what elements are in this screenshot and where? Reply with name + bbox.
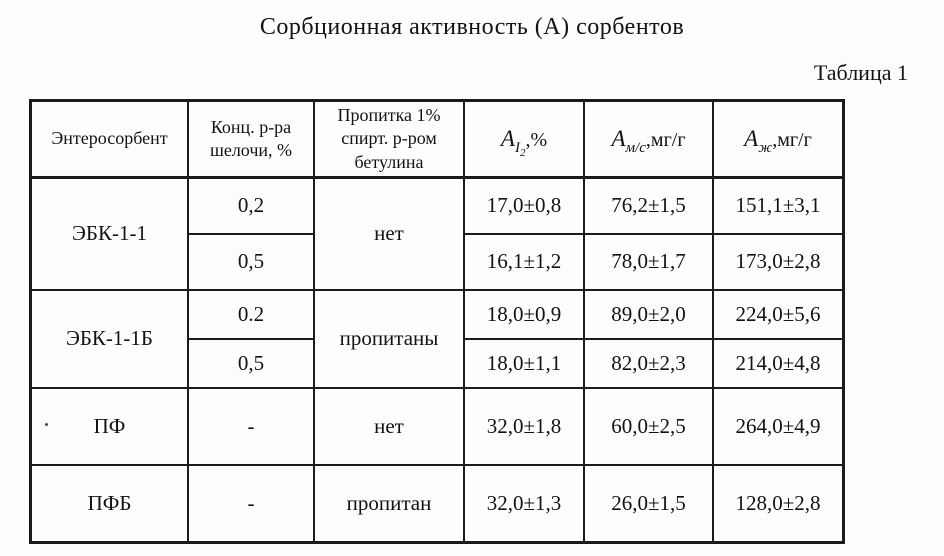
impregnation-cell: нет <box>314 178 464 290</box>
column-header-a-zh <box>713 101 843 178</box>
a-ms-value-cell: 60,0±2,5 <box>584 388 713 465</box>
column-header-concentration: Конц. р-ра шелочи, % <box>188 101 314 178</box>
a-zh-value-cell: 128,0±2,8 <box>713 465 843 542</box>
concentration-cell: 0,2 <box>188 178 314 234</box>
column-header-a-ms <box>584 101 713 178</box>
table-row <box>31 388 843 465</box>
sorbent-name-cell: ПФ <box>31 388 188 465</box>
a-zh-value-cell: 224,0±5,6 <box>713 290 843 339</box>
a-zh-value-cell: 264,0±4,9 <box>713 388 843 465</box>
concentration-cell: 0,5 <box>188 339 314 388</box>
a-i2-value-cell: 16,1±1,2 <box>464 234 584 290</box>
a-i2-value-cell: 32,0±1,3 <box>464 465 584 542</box>
sorbent-name-cell: ЭБК-1-1Б <box>31 290 188 388</box>
concentration-cell: - <box>188 388 314 465</box>
a-zh-unit: ,мг/г <box>772 129 812 152</box>
a-i2-symbol: A <box>500 126 515 152</box>
a-ms-value-cell: 26,0±1,5 <box>584 465 713 542</box>
impregnation-cell: нет <box>314 388 464 465</box>
a-ms-symbol: A <box>611 126 626 152</box>
a-ms-value-cell: 89,0±2,0 <box>584 290 713 339</box>
a-zh-value-cell: 214,0±4,8 <box>713 339 843 388</box>
sorbent-name-cell: ЭБК-1-1 <box>31 178 188 290</box>
a-ms-unit: ,мг/г <box>645 129 686 152</box>
a-ms-value-cell: 76,2±1,5 <box>584 178 713 234</box>
column-header-sorbent: Энтеросорбент <box>31 101 188 178</box>
a-zh-subscript: ж <box>758 140 773 157</box>
a-i2-value-cell: 17,0±0,8 <box>464 178 584 234</box>
a-i2-value-cell: 18,0±0,9 <box>464 290 584 339</box>
table-row <box>31 465 843 542</box>
page-title: Сорбционная активность (А) сорбентов <box>259 14 685 40</box>
column-header-a-i2 <box>464 101 584 178</box>
a-zh-value-cell: 173,0±2,8 <box>713 234 843 290</box>
table-row <box>31 178 843 234</box>
a-i2-subscript: I2 <box>514 140 526 160</box>
scan-artifact-dot <box>45 423 48 426</box>
a-i2-value-cell: 18,0±1,1 <box>464 339 584 388</box>
a-ms-subscript: м/с <box>625 140 646 157</box>
concentration-cell: 0.2 <box>188 290 314 339</box>
table-row <box>31 290 843 339</box>
sorbent-name-cell: ПФБ <box>31 465 188 542</box>
concentration-cell: - <box>188 465 314 542</box>
sorption-table <box>30 100 844 543</box>
a-zh-value-cell: 151,1±3,1 <box>713 178 843 234</box>
a-i2-value-cell: 32,0±1,8 <box>464 388 584 465</box>
a-zh-symbol: A <box>744 126 759 152</box>
table-caption: Таблица 1 <box>813 60 908 85</box>
a-ms-value-cell: 78,0±1,7 <box>584 234 713 290</box>
impregnation-cell: пропитан <box>314 465 464 542</box>
a-i2-unit: ,% <box>525 129 548 152</box>
impregnation-cell: пропитаны <box>314 290 464 388</box>
concentration-cell: 0,5 <box>188 234 314 290</box>
a-ms-value-cell: 82,0±2,3 <box>584 339 713 388</box>
header-row <box>31 101 843 178</box>
column-header-impregnation: Пропитка 1% спирт. р-ром бетулина <box>314 101 464 178</box>
